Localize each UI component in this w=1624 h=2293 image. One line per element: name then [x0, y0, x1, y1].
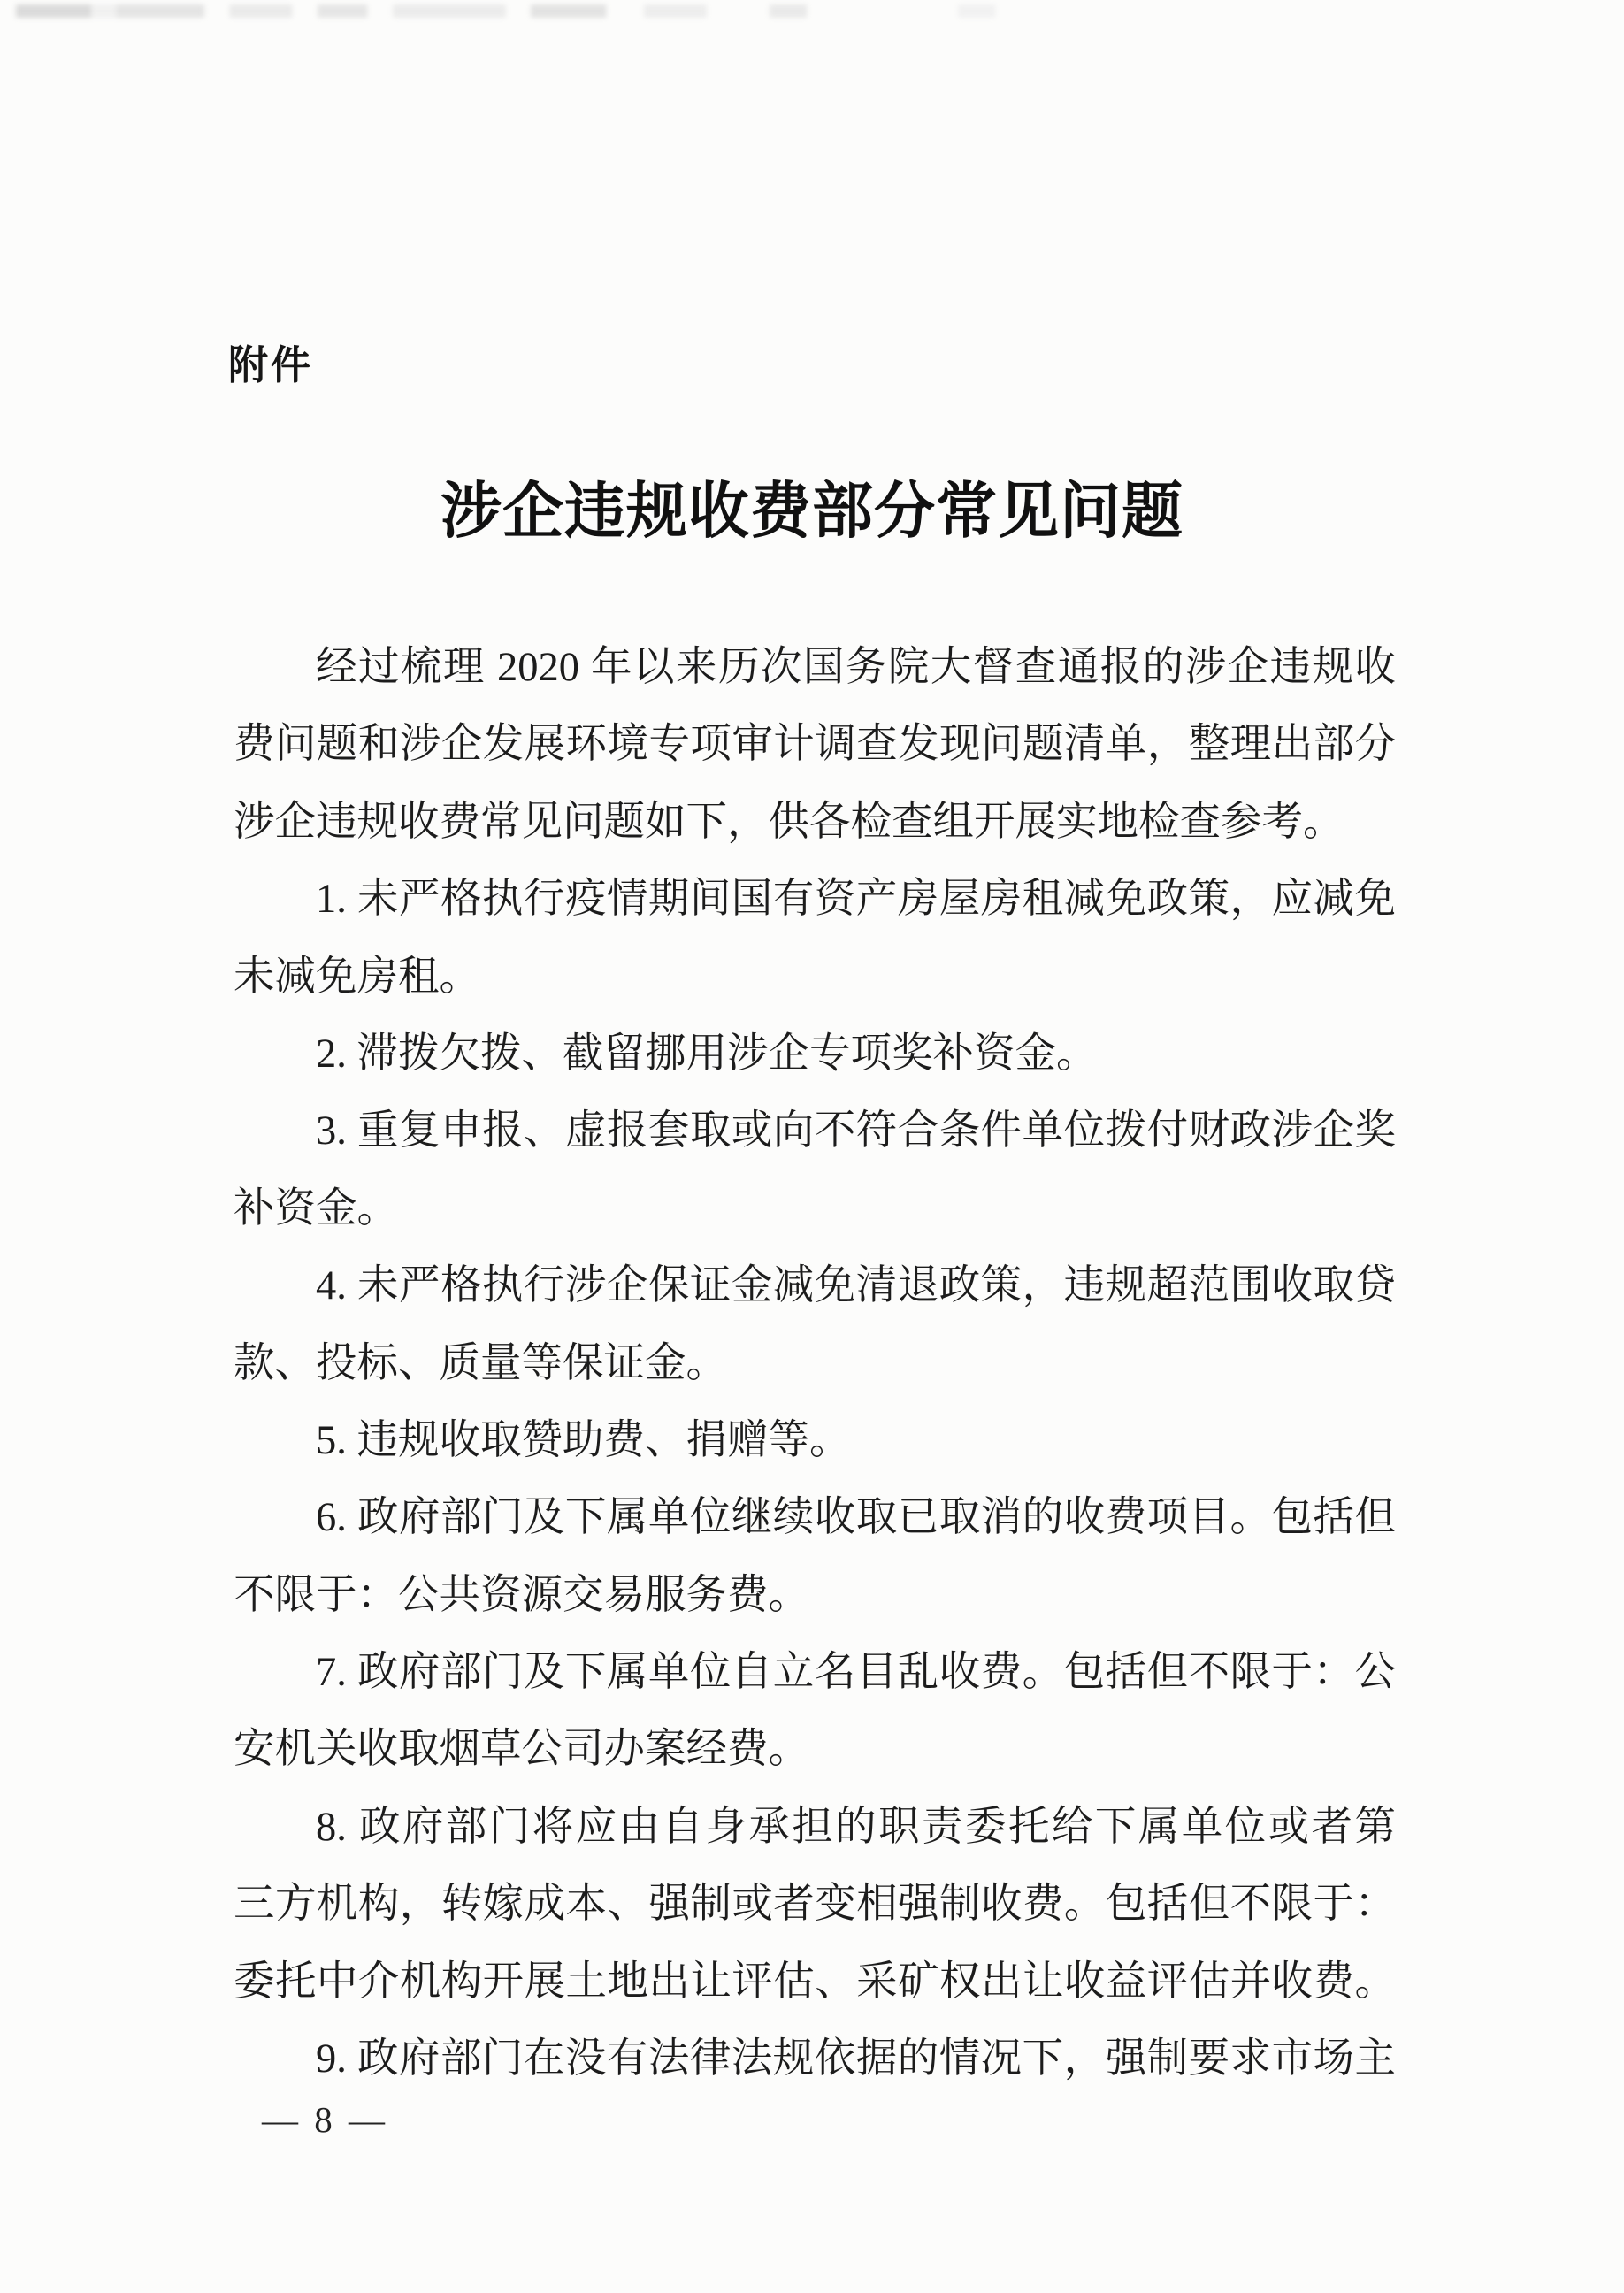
body-line: 补资金。: [234, 1185, 398, 1231]
body-line: 8. 政府部门将应由自身承担的职责委托给下属单位或者第: [316, 1804, 1396, 1850]
body-line: 不限于：公共资源交易服务费。: [234, 1572, 809, 1618]
body-line: 5. 违规收取赞助费、捐赠等。: [316, 1417, 851, 1463]
body-line: 涉企违规收费常见问题如下，供各检查组开展实地检查参考。: [234, 799, 1344, 845]
document-body: [234, 629, 1396, 2097]
body-line: 2. 滞拨欠拨、截留挪用涉企专项奖补资金。: [316, 1031, 1098, 1077]
body-line: 三方机构，转嫁成本、强制或者变相强制收费。包括但不限于：: [234, 1882, 1396, 1928]
body-line: 6. 政府部门及下属单位继续收取已取消的收费项目。包括但: [316, 1495, 1396, 1541]
body-line: 安机关收取烟草公司办案经费。: [234, 1727, 809, 1773]
body-line: 3. 重复申报、虚报套取或向不符合条件单位拨付财政涉企奖: [316, 1108, 1396, 1154]
body-line: 9. 政府部门在没有法律法规依据的情况下，强制要求市场主: [316, 2036, 1396, 2082]
body-line: 费问题和涉企发展环境专项审计调查发现问题清单，整理出部分: [234, 722, 1396, 768]
page-title: 涉企违规收费部分常见问题: [440, 478, 1184, 545]
body-line: 未减免房租。: [234, 954, 480, 1000]
body-line: 4. 未严格执行涉企保证金减免清退政策，违规超范围收取贷: [316, 1263, 1396, 1309]
scan-artifact-top: [16, 4, 1272, 18]
body-line: 款、投标、质量等保证金。: [234, 1340, 727, 1386]
body-line: 7. 政府部门及下属单位自立名目乱收费。包括但不限于：公: [316, 1650, 1396, 1696]
body-line: 委托中介机构开展土地出让评估、采矿权出让收益评估并收费。: [234, 1959, 1396, 2005]
page-number: — 8 —: [262, 2099, 388, 2140]
attachment-label: 附件: [228, 342, 314, 387]
body-line: 经过梳理 2020 年以来历次国务院大督查通报的涉企违规收: [316, 645, 1396, 690]
body-line: 1. 未严格执行疫情期间国有资产房屋房租减免政策，应减免: [316, 877, 1396, 923]
